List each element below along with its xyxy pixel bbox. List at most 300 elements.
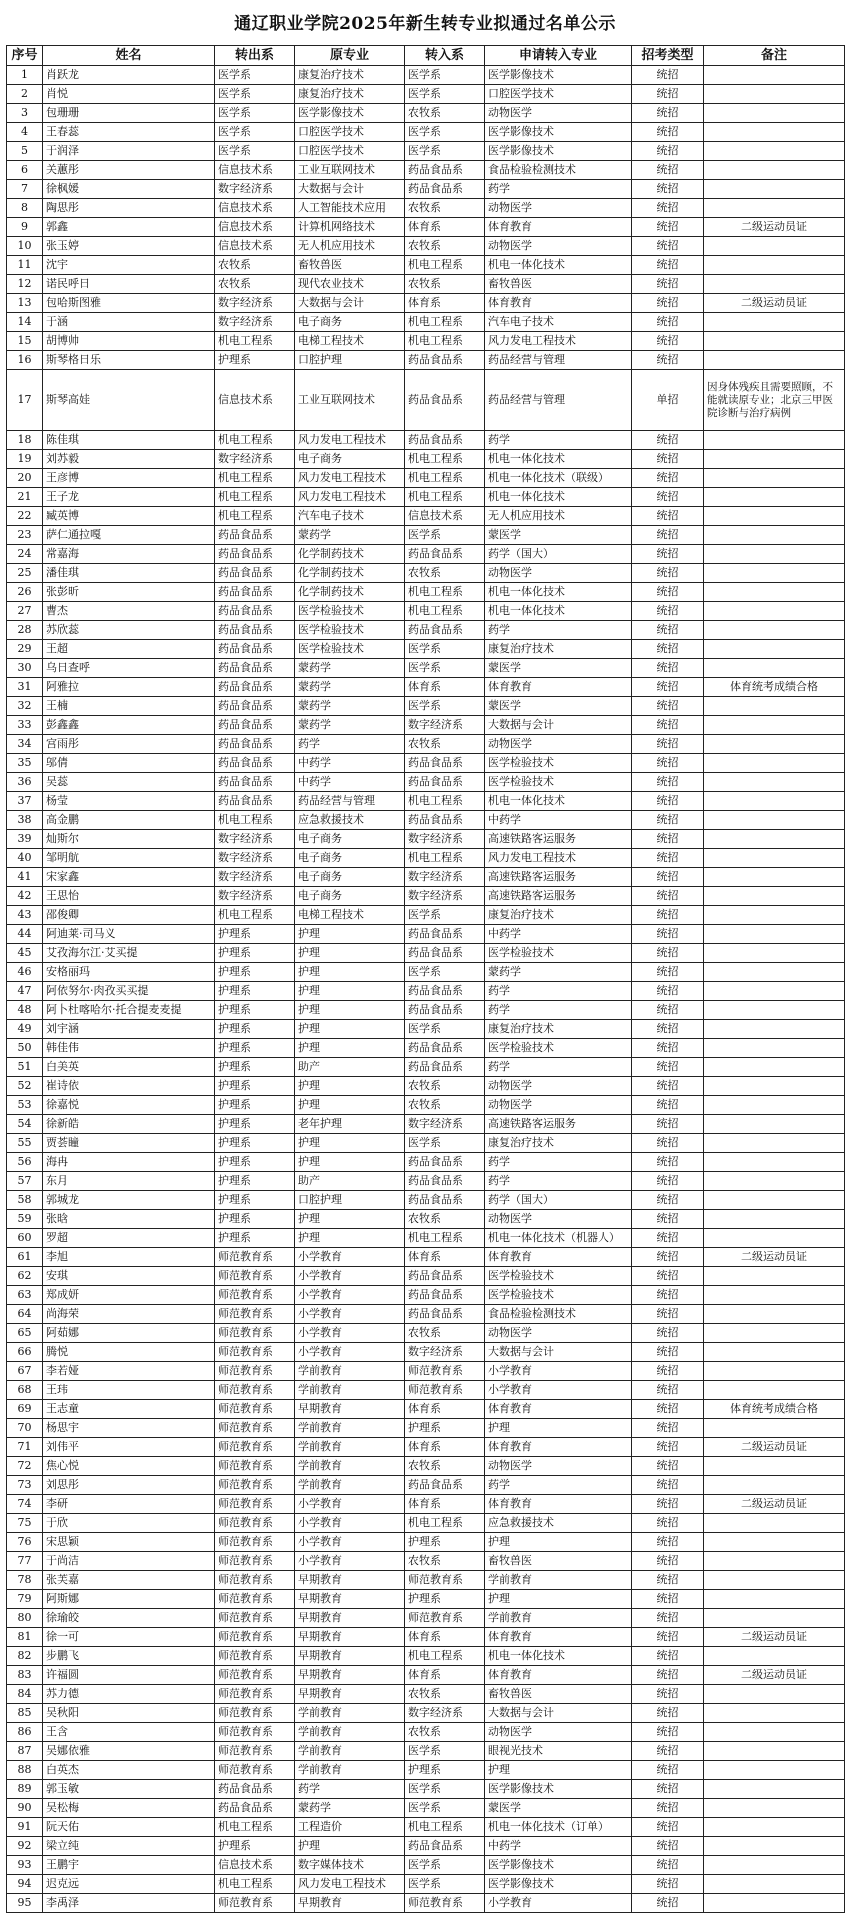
- table-row: [7, 1172, 845, 1191]
- cell-name: 徐新皓: [43, 1115, 215, 1134]
- cell-admission-type: 单招: [632, 370, 704, 431]
- cell-no: 76: [7, 1533, 43, 1552]
- cell-remarks: [704, 773, 845, 792]
- cell-from-dept: 药品食品系: [215, 602, 295, 621]
- table-row: [7, 678, 845, 697]
- cell-name: 包哈斯图雅: [43, 294, 215, 313]
- cell-name: 臧英博: [43, 507, 215, 526]
- cell-from-dept: 药品食品系: [215, 678, 295, 697]
- table-row: [7, 1286, 845, 1305]
- cell-from-dept: 护理系: [215, 1001, 295, 1020]
- cell-original-major: 学前教育: [295, 1476, 405, 1495]
- cell-target-major: 体育教育: [485, 1400, 632, 1419]
- cell-to-dept: 医学系: [405, 526, 485, 545]
- cell-remarks: 体育统考成绩合格: [704, 678, 845, 697]
- cell-to-dept: 师范教育系: [405, 1571, 485, 1590]
- cell-target-major: 药学: [485, 621, 632, 640]
- cell-admission-type: 统招: [632, 963, 704, 982]
- cell-to-dept: 药品食品系: [405, 944, 485, 963]
- table-row: [7, 507, 845, 526]
- cell-remarks: [704, 450, 845, 469]
- table-row: [7, 1438, 845, 1457]
- cell-no: 72: [7, 1457, 43, 1476]
- cell-target-major: 动物医学: [485, 1723, 632, 1742]
- cell-name: 崔诗依: [43, 1077, 215, 1096]
- cell-name: 阿雅拉: [43, 678, 215, 697]
- cell-admission-type: 统招: [632, 1343, 704, 1362]
- cell-original-major: 医学检验技术: [295, 640, 405, 659]
- cell-from-dept: 师范教育系: [215, 1552, 295, 1571]
- cell-to-dept: 医学系: [405, 963, 485, 982]
- table-row: [7, 1039, 845, 1058]
- cell-name: 张彭昕: [43, 583, 215, 602]
- cell-original-major: 护理: [295, 1039, 405, 1058]
- cell-admission-type: 统招: [632, 1894, 704, 1913]
- cell-name: 贾荟瞳: [43, 1134, 215, 1153]
- cell-name: 于尚洁: [43, 1552, 215, 1571]
- cell-remarks: [704, 1172, 845, 1191]
- cell-target-major: 机电一体化技术: [485, 602, 632, 621]
- cell-from-dept: 药品食品系: [215, 792, 295, 811]
- cell-to-dept: 机电工程系: [405, 488, 485, 507]
- cell-from-dept: 药品食品系: [215, 773, 295, 792]
- cell-remarks: [704, 792, 845, 811]
- cell-target-major: 高速铁路客运服务: [485, 1115, 632, 1134]
- cell-to-dept: 机电工程系: [405, 1229, 485, 1248]
- col-header-name: 姓名: [43, 46, 215, 66]
- cell-original-major: 大数据与会计: [295, 294, 405, 313]
- table-row: [7, 1058, 845, 1077]
- cell-remarks: [704, 697, 845, 716]
- cell-remarks: [704, 526, 845, 545]
- cell-original-major: 护理: [295, 944, 405, 963]
- cell-to-dept: 护理系: [405, 1590, 485, 1609]
- cell-no: 8: [7, 199, 43, 218]
- cell-remarks: [704, 66, 845, 85]
- cell-to-dept: 医学系: [405, 697, 485, 716]
- cell-name: 邹明航: [43, 849, 215, 868]
- cell-original-major: 小学教育: [295, 1248, 405, 1267]
- cell-target-major: 护理: [485, 1761, 632, 1780]
- cell-to-dept: 药品食品系: [405, 545, 485, 564]
- table-row: [7, 1020, 845, 1039]
- table-row: [7, 640, 845, 659]
- cell-from-dept: 数字经济系: [215, 450, 295, 469]
- cell-original-major: 电子商务: [295, 830, 405, 849]
- cell-remarks: [704, 1096, 845, 1115]
- cell-remarks: 二级运动员证: [704, 1666, 845, 1685]
- table-row: [7, 1305, 845, 1324]
- cell-to-dept: 医学系: [405, 640, 485, 659]
- cell-name: 肖跃龙: [43, 66, 215, 85]
- cell-admission-type: 统招: [632, 218, 704, 237]
- cell-admission-type: 统招: [632, 1856, 704, 1875]
- table-row: [7, 1856, 845, 1875]
- cell-no: 44: [7, 925, 43, 944]
- cell-to-dept: 医学系: [405, 1780, 485, 1799]
- cell-target-major: 风力发电工程技术: [485, 849, 632, 868]
- table-row: [7, 351, 845, 370]
- table-row: [7, 1704, 845, 1723]
- cell-no: 22: [7, 507, 43, 526]
- cell-original-major: 康复治疗技术: [295, 66, 405, 85]
- cell-name: 张芙嘉: [43, 1571, 215, 1590]
- cell-remarks: [704, 1609, 845, 1628]
- table-row: [7, 773, 845, 792]
- cell-name: 郭鑫: [43, 218, 215, 237]
- cell-admission-type: 统招: [632, 659, 704, 678]
- cell-remarks: [704, 1875, 845, 1894]
- table-row: [7, 66, 845, 85]
- cell-to-dept: 药品食品系: [405, 773, 485, 792]
- cell-remarks: [704, 313, 845, 332]
- table-row: [7, 792, 845, 811]
- cell-target-major: 药品经营与管理: [485, 370, 632, 431]
- cell-name: 包珊珊: [43, 104, 215, 123]
- cell-original-major: 小学教育: [295, 1305, 405, 1324]
- cell-no: 87: [7, 1742, 43, 1761]
- cell-to-dept: 药品食品系: [405, 1476, 485, 1495]
- cell-name: 王思怡: [43, 887, 215, 906]
- cell-no: 33: [7, 716, 43, 735]
- cell-original-major: 早期教育: [295, 1666, 405, 1685]
- cell-original-major: 化学制药技术: [295, 564, 405, 583]
- cell-remarks: [704, 1305, 845, 1324]
- cell-no: 62: [7, 1267, 43, 1286]
- cell-name: 刘伟平: [43, 1438, 215, 1457]
- cell-from-dept: 师范教育系: [215, 1571, 295, 1590]
- cell-remarks: [704, 1552, 845, 1571]
- cell-target-major: 药学: [485, 1153, 632, 1172]
- cell-original-major: 药学: [295, 735, 405, 754]
- cell-target-major: 动物医学: [485, 1096, 632, 1115]
- cell-original-major: 康复治疗技术: [295, 85, 405, 104]
- cell-target-major: 蒙医学: [485, 526, 632, 545]
- cell-from-dept: 师范教育系: [215, 1400, 295, 1419]
- cell-original-major: 大数据与会计: [295, 180, 405, 199]
- cell-to-dept: 体育系: [405, 294, 485, 313]
- cell-to-dept: 体育系: [405, 678, 485, 697]
- cell-from-dept: 师范教育系: [215, 1666, 295, 1685]
- cell-from-dept: 药品食品系: [215, 697, 295, 716]
- cell-from-dept: 护理系: [215, 1039, 295, 1058]
- cell-to-dept: 农牧系: [405, 237, 485, 256]
- cell-to-dept: 医学系: [405, 1020, 485, 1039]
- cell-from-dept: 护理系: [215, 1172, 295, 1191]
- table-row: [7, 1229, 845, 1248]
- cell-target-major: 动物医学: [485, 564, 632, 583]
- cell-target-major: 体育教育: [485, 678, 632, 697]
- cell-target-major: 护理: [485, 1419, 632, 1438]
- cell-remarks: [704, 237, 845, 256]
- cell-to-dept: 药品食品系: [405, 161, 485, 180]
- table-row: [7, 849, 845, 868]
- cell-name: 徐一可: [43, 1628, 215, 1647]
- cell-name: 邵俊卿: [43, 906, 215, 925]
- cell-target-major: 高速铁路客运服务: [485, 830, 632, 849]
- cell-remarks: [704, 1419, 845, 1438]
- cell-original-major: 现代农业技术: [295, 275, 405, 294]
- page-title: 通辽职业学院2025年新生转专业拟通过名单公示: [234, 14, 616, 34]
- cell-admission-type: 统招: [632, 104, 704, 123]
- cell-from-dept: 数字经济系: [215, 868, 295, 887]
- cell-admission-type: 统招: [632, 868, 704, 887]
- cell-admission-type: 统招: [632, 1438, 704, 1457]
- cell-original-major: 早期教育: [295, 1609, 405, 1628]
- cell-remarks: [704, 351, 845, 370]
- cell-no: 78: [7, 1571, 43, 1590]
- cell-name: 王彦博: [43, 469, 215, 488]
- cell-admission-type: 统招: [632, 1647, 704, 1666]
- cell-remarks: [704, 1267, 845, 1286]
- cell-target-major: 机电一体化技术（订单）: [485, 1818, 632, 1837]
- cell-no: 12: [7, 275, 43, 294]
- cell-name: 关蕙彤: [43, 161, 215, 180]
- cell-name: 常嘉海: [43, 545, 215, 564]
- cell-from-dept: 师范教育系: [215, 1742, 295, 1761]
- cell-to-dept: 数字经济系: [405, 887, 485, 906]
- table-row: [7, 754, 845, 773]
- cell-name: 东月: [43, 1172, 215, 1191]
- cell-original-major: 小学教育: [295, 1495, 405, 1514]
- cell-to-dept: 体育系: [405, 1495, 485, 1514]
- cell-remarks: [704, 199, 845, 218]
- cell-original-major: 小学教育: [295, 1324, 405, 1343]
- cell-to-dept: 药品食品系: [405, 1058, 485, 1077]
- cell-target-major: 小学教育: [485, 1362, 632, 1381]
- cell-to-dept: 师范教育系: [405, 1362, 485, 1381]
- cell-original-major: 护理: [295, 1153, 405, 1172]
- cell-admission-type: 统招: [632, 1704, 704, 1723]
- cell-target-major: 畜牧兽医: [485, 275, 632, 294]
- cell-original-major: 蒙药学: [295, 678, 405, 697]
- cell-from-dept: 信息技术系: [215, 199, 295, 218]
- table-row: [7, 1875, 845, 1894]
- cell-admission-type: 统招: [632, 199, 704, 218]
- cell-no: 85: [7, 1704, 43, 1723]
- cell-to-dept: 师范教育系: [405, 1894, 485, 1913]
- cell-no: 53: [7, 1096, 43, 1115]
- cell-original-major: 药学: [295, 1780, 405, 1799]
- cell-admission-type: 统招: [632, 294, 704, 313]
- cell-admission-type: 统招: [632, 1286, 704, 1305]
- cell-to-dept: 农牧系: [405, 1210, 485, 1229]
- cell-original-major: 学前教育: [295, 1704, 405, 1723]
- cell-from-dept: 信息技术系: [215, 370, 295, 431]
- cell-from-dept: 机电工程系: [215, 488, 295, 507]
- cell-to-dept: 药品食品系: [405, 1191, 485, 1210]
- table-row: [7, 1742, 845, 1761]
- cell-target-major: 机电一体化技术（联级）: [485, 469, 632, 488]
- cell-admission-type: 统招: [632, 1172, 704, 1191]
- cell-target-major: 医学影像技术: [485, 1780, 632, 1799]
- cell-remarks: [704, 1590, 845, 1609]
- table-row: [7, 1894, 845, 1913]
- cell-to-dept: 农牧系: [405, 199, 485, 218]
- cell-admission-type: 统招: [632, 1875, 704, 1894]
- cell-name: 胡博帅: [43, 332, 215, 351]
- cell-admission-type: 统招: [632, 925, 704, 944]
- cell-target-major: 体育教育: [485, 1666, 632, 1685]
- cell-admission-type: 统招: [632, 583, 704, 602]
- cell-remarks: [704, 602, 845, 621]
- cell-original-major: 早期教育: [295, 1400, 405, 1419]
- cell-no: 35: [7, 754, 43, 773]
- table-row: [7, 906, 845, 925]
- table-row: [7, 735, 845, 754]
- cell-no: 47: [7, 982, 43, 1001]
- cell-to-dept: 体育系: [405, 1666, 485, 1685]
- cell-original-major: 学前教育: [295, 1742, 405, 1761]
- cell-remarks: [704, 545, 845, 564]
- cell-remarks: 因身体残疾且需要照顾，不能就读原专业；北京三甲医院诊断与治疗病例: [704, 370, 845, 431]
- table-row: [7, 1647, 845, 1666]
- cell-name: 阿斯娜: [43, 1590, 215, 1609]
- cell-target-major: 机电一体化技术: [485, 488, 632, 507]
- cell-admission-type: 统招: [632, 1362, 704, 1381]
- cell-no: 7: [7, 180, 43, 199]
- table-row: [7, 85, 845, 104]
- cell-remarks: [704, 104, 845, 123]
- cell-to-dept: 药品食品系: [405, 1286, 485, 1305]
- cell-remarks: [704, 256, 845, 275]
- table-row: [7, 1343, 845, 1362]
- cell-target-major: 中药学: [485, 925, 632, 944]
- cell-name: 焦心悦: [43, 1457, 215, 1476]
- table-row: [7, 275, 845, 294]
- cell-name: 陈佳琪: [43, 431, 215, 450]
- cell-from-dept: 师范教育系: [215, 1457, 295, 1476]
- table-row: [7, 1571, 845, 1590]
- cell-original-major: 风力发电工程技术: [295, 488, 405, 507]
- cell-remarks: [704, 332, 845, 351]
- cell-name: 王春蕊: [43, 123, 215, 142]
- cell-name: 刘思彤: [43, 1476, 215, 1495]
- cell-to-dept: 数字经济系: [405, 716, 485, 735]
- cell-name: 吴蕊: [43, 773, 215, 792]
- cell-target-major: 动物医学: [485, 1324, 632, 1343]
- cell-name: 吴秋阳: [43, 1704, 215, 1723]
- table-body: [7, 66, 845, 1913]
- cell-remarks: [704, 1286, 845, 1305]
- cell-no: 59: [7, 1210, 43, 1229]
- cell-to-dept: 医学系: [405, 85, 485, 104]
- table-row: [7, 256, 845, 275]
- cell-admission-type: 统招: [632, 640, 704, 659]
- cell-from-dept: 数字经济系: [215, 180, 295, 199]
- table-row: [7, 218, 845, 237]
- cell-to-dept: 药品食品系: [405, 811, 485, 830]
- cell-admission-type: 统招: [632, 1153, 704, 1172]
- cell-admission-type: 统招: [632, 469, 704, 488]
- cell-no: 3: [7, 104, 43, 123]
- cell-no: 83: [7, 1666, 43, 1685]
- cell-admission-type: 统招: [632, 142, 704, 161]
- table-row: [7, 944, 845, 963]
- cell-name: 安格丽玛: [43, 963, 215, 982]
- table-row: [7, 1761, 845, 1780]
- cell-target-major: 汽车电子技术: [485, 313, 632, 332]
- cell-from-dept: 机电工程系: [215, 811, 295, 830]
- cell-target-major: 医学影像技术: [485, 1856, 632, 1875]
- table-row: [7, 868, 845, 887]
- table-row: [7, 1191, 845, 1210]
- cell-to-dept: 体育系: [405, 1628, 485, 1647]
- cell-admission-type: 统招: [632, 1134, 704, 1153]
- cell-target-major: 小学教育: [485, 1894, 632, 1913]
- table-row: [7, 104, 845, 123]
- cell-from-dept: 师范教育系: [215, 1685, 295, 1704]
- cell-remarks: [704, 123, 845, 142]
- cell-name: 诺民呼日: [43, 275, 215, 294]
- cell-remarks: [704, 1837, 845, 1856]
- table-row: [7, 1324, 845, 1343]
- cell-admission-type: 统招: [632, 849, 704, 868]
- table-row: [7, 830, 845, 849]
- cell-no: 11: [7, 256, 43, 275]
- cell-original-major: 小学教育: [295, 1267, 405, 1286]
- cell-remarks: [704, 640, 845, 659]
- cell-no: 36: [7, 773, 43, 792]
- cell-target-major: 蒙药学: [485, 963, 632, 982]
- cell-no: 31: [7, 678, 43, 697]
- cell-remarks: 二级运动员证: [704, 1495, 845, 1514]
- cell-to-dept: 信息技术系: [405, 507, 485, 526]
- cell-original-major: 蒙药学: [295, 659, 405, 678]
- table-row: [7, 1590, 845, 1609]
- cell-original-major: 数字媒体技术: [295, 1856, 405, 1875]
- cell-to-dept: 医学系: [405, 659, 485, 678]
- table-row: [7, 887, 845, 906]
- cell-admission-type: 统招: [632, 754, 704, 773]
- cell-no: 25: [7, 564, 43, 583]
- cell-original-major: 工业互联网技术: [295, 370, 405, 431]
- cell-name: 阿迪莱·司马义: [43, 925, 215, 944]
- cell-target-major: 蒙医学: [485, 659, 632, 678]
- table-row: [7, 431, 845, 450]
- cell-original-major: 护理: [295, 982, 405, 1001]
- cell-no: 37: [7, 792, 43, 811]
- cell-no: 23: [7, 526, 43, 545]
- cell-no: 4: [7, 123, 43, 142]
- cell-to-dept: 药品食品系: [405, 982, 485, 1001]
- cell-name: 苏欣蕊: [43, 621, 215, 640]
- cell-target-major: 动物医学: [485, 735, 632, 754]
- cell-admission-type: 统招: [632, 180, 704, 199]
- cell-no: 80: [7, 1609, 43, 1628]
- cell-from-dept: 师范教育系: [215, 1894, 295, 1913]
- cell-from-dept: 药品食品系: [215, 735, 295, 754]
- cell-admission-type: 统招: [632, 1267, 704, 1286]
- cell-admission-type: 统招: [632, 161, 704, 180]
- table-row: [7, 659, 845, 678]
- cell-name: 阿卜杜喀哈尔·托合提麦麦提: [43, 1001, 215, 1020]
- cell-remarks: [704, 1115, 845, 1134]
- cell-no: 45: [7, 944, 43, 963]
- cell-target-major: 风力发电工程技术: [485, 332, 632, 351]
- cell-from-dept: 医学系: [215, 85, 295, 104]
- col-header-to-dept: 转入系: [405, 46, 485, 66]
- cell-target-major: 药学: [485, 982, 632, 1001]
- cell-no: 18: [7, 431, 43, 450]
- cell-no: 86: [7, 1723, 43, 1742]
- table-row: [7, 1457, 845, 1476]
- cell-target-major: 小学教育: [485, 1381, 632, 1400]
- cell-original-major: 护理: [295, 1020, 405, 1039]
- table-row: [7, 1495, 845, 1514]
- table-row: [7, 811, 845, 830]
- cell-admission-type: 统招: [632, 1039, 704, 1058]
